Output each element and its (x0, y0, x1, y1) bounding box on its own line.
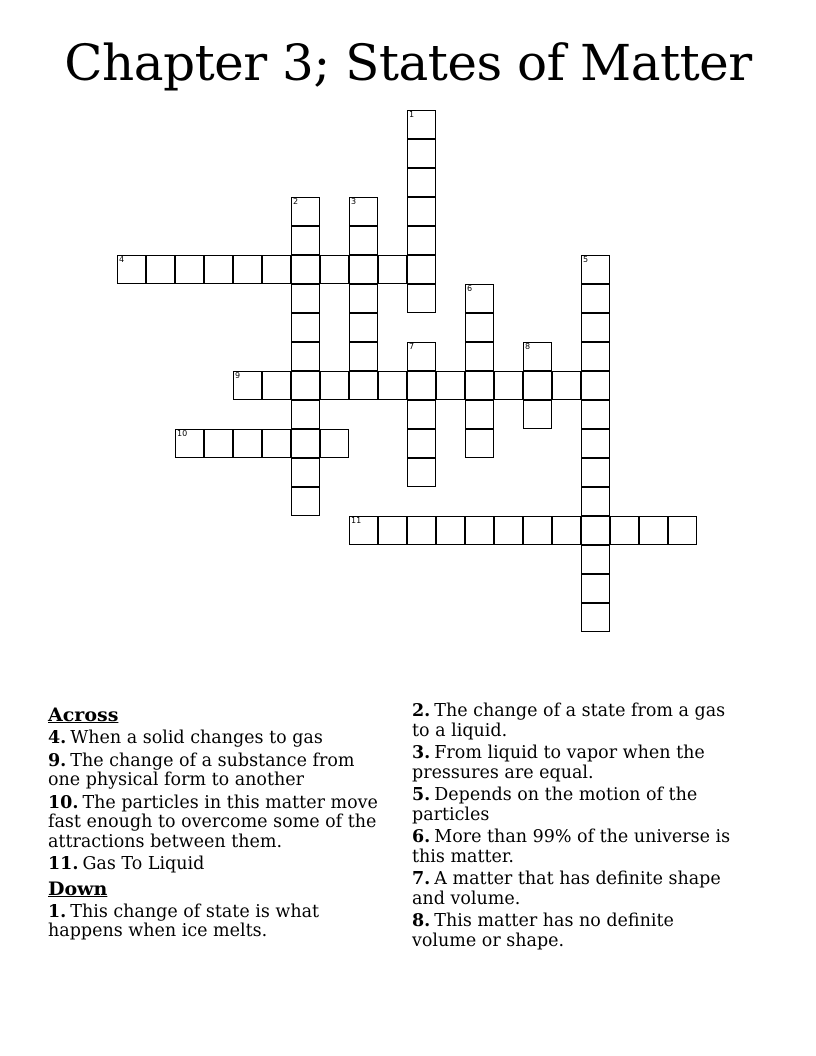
grid-cell[interactable] (233, 429, 262, 458)
clue-item (48, 752, 388, 791)
grid-cell[interactable] (291, 313, 320, 342)
grid-cell[interactable] (407, 400, 436, 429)
grid-cell[interactable] (610, 516, 639, 545)
grid-cell[interactable] (581, 342, 610, 371)
clue-number: 5. (412, 785, 431, 805)
grid-cell[interactable] (465, 400, 494, 429)
grid-cell[interactable] (581, 429, 610, 458)
clue-number-label: 9 (235, 371, 241, 380)
clue-number: 11. (48, 854, 79, 874)
clue-number: 4. (48, 728, 67, 748)
grid-cell[interactable] (407, 516, 436, 545)
grid-cell[interactable] (465, 371, 494, 400)
clue-number-label: 2 (293, 197, 299, 206)
grid-cell[interactable] (291, 429, 320, 458)
clue-number-label: 6 (467, 284, 473, 293)
grid-cell[interactable] (233, 255, 262, 284)
clue-number: 2. (412, 701, 431, 721)
grid-cell[interactable] (378, 516, 407, 545)
grid-cell[interactable] (146, 255, 175, 284)
clue-text: This change of state is what happens when ice melts. (48, 901, 320, 941)
page-title: Chapter 3; States of Matter (64, 34, 752, 92)
grid-cell[interactable] (407, 429, 436, 458)
clue-item (412, 744, 742, 783)
grid-cell[interactable] (523, 342, 552, 371)
grid-cell[interactable] (581, 371, 610, 400)
grid-cell[interactable] (407, 168, 436, 197)
clue-number-label: 11 (351, 516, 362, 525)
clue-text: Depends on the motion of the particles (412, 785, 698, 825)
grid-cell[interactable] (494, 371, 523, 400)
grid-cell[interactable] (349, 197, 378, 226)
grid-cell[interactable] (233, 371, 262, 400)
grid-cell[interactable] (523, 371, 552, 400)
clue-number: 6. (412, 827, 431, 847)
clue-text: The change of a state from a gas to a liquid. (412, 701, 726, 741)
grid-cell[interactable] (552, 516, 581, 545)
grid-cell[interactable] (349, 342, 378, 371)
clue-number: 7. (412, 869, 431, 889)
clue-text: Gas To Liquid (82, 854, 205, 874)
clue-item (48, 794, 388, 853)
grid-cell[interactable] (291, 400, 320, 429)
down-heading: Down (48, 877, 108, 900)
grid-cell[interactable] (436, 371, 465, 400)
grid-cell[interactable] (378, 255, 407, 284)
grid-cell[interactable] (465, 516, 494, 545)
grid-cell[interactable] (349, 226, 378, 255)
grid-cell[interactable] (581, 487, 610, 516)
grid-cell[interactable] (378, 371, 407, 400)
grid-cell[interactable] (349, 284, 378, 313)
clue-item (412, 828, 742, 867)
clue-text: The change of a substance from one physical form to another (48, 750, 355, 790)
grid-cell[interactable] (349, 313, 378, 342)
grid-cell[interactable] (407, 284, 436, 313)
grid-cell[interactable] (117, 255, 146, 284)
grid-cell[interactable] (349, 516, 378, 545)
grid-cell[interactable] (291, 197, 320, 226)
grid-cell[interactable] (320, 255, 349, 284)
grid-cell[interactable] (291, 371, 320, 400)
grid-cell[interactable] (291, 458, 320, 487)
grid-cell[interactable] (523, 400, 552, 429)
down-clue-list-continued (412, 702, 742, 951)
grid-cell[interactable] (581, 545, 610, 574)
clue-text: A matter that has definite shape and volume. (412, 869, 721, 909)
grid-cell[interactable] (407, 110, 436, 139)
clues-left-column (48, 702, 388, 945)
clue-number: 10. (48, 792, 79, 813)
grid-cell[interactable] (407, 458, 436, 487)
grid-cell[interactable] (581, 603, 610, 632)
clue-item (48, 903, 388, 942)
clue-number-label: 1 (409, 110, 415, 119)
clue-text: When a solid changes to gas (70, 728, 323, 748)
grid-cell[interactable] (552, 371, 581, 400)
grid-cell[interactable] (523, 516, 552, 545)
clue-item (412, 870, 742, 909)
clue-item (48, 855, 388, 875)
grid-cell[interactable] (291, 342, 320, 371)
clue-number-label: 4 (119, 255, 125, 264)
grid-cell[interactable] (465, 284, 494, 313)
grid-cell[interactable] (581, 458, 610, 487)
clue-number-label: 7 (409, 342, 415, 351)
clue-item (412, 786, 742, 825)
grid-cell[interactable] (581, 313, 610, 342)
grid-cell[interactable] (291, 487, 320, 516)
clue-number-label: 8 (525, 342, 531, 351)
grid-cell[interactable] (175, 429, 204, 458)
grid-cell[interactable] (204, 429, 233, 458)
grid-cell[interactable] (291, 284, 320, 313)
clue-number-label: 10 (177, 429, 188, 438)
grid-cell[interactable] (407, 139, 436, 168)
grid-cell[interactable] (407, 255, 436, 284)
grid-cell[interactable] (581, 255, 610, 284)
clue-text: More than 99% of the universe is this matter. (412, 827, 731, 867)
clue-item (412, 912, 742, 951)
grid-cell[interactable] (320, 371, 349, 400)
clue-text: From liquid to vapor when the pressures are equal. (412, 743, 705, 783)
clue-number-label: 5 (583, 255, 589, 264)
grid-cell[interactable] (291, 226, 320, 255)
grid-cell[interactable] (320, 429, 349, 458)
grid-cell[interactable] (494, 516, 523, 545)
down-clue-list (48, 903, 388, 942)
grid-cell[interactable] (407, 197, 436, 226)
grid-cell[interactable] (436, 516, 465, 545)
clue-item (48, 729, 388, 749)
grid-cell[interactable] (291, 255, 320, 284)
grid-cell[interactable] (668, 516, 697, 545)
grid-cell[interactable] (639, 516, 668, 545)
grid-cell[interactable] (262, 371, 291, 400)
grid-cell[interactable] (175, 255, 204, 284)
across-heading: Across (48, 704, 119, 726)
clue-number: 1. (48, 901, 67, 922)
grid-cell[interactable] (407, 342, 436, 371)
grid-cell[interactable] (204, 255, 233, 284)
grid-cell[interactable] (581, 284, 610, 313)
across-clue-list (48, 729, 388, 875)
grid-cell[interactable] (262, 255, 291, 284)
grid-cell[interactable] (581, 574, 610, 603)
clues-right-column (412, 702, 742, 954)
grid-cell[interactable] (465, 429, 494, 458)
clue-number: 8. (412, 911, 431, 931)
grid-cell[interactable] (581, 516, 610, 545)
clue-number-label: 3 (351, 197, 357, 206)
clue-item (412, 702, 742, 741)
grid-cell[interactable] (465, 313, 494, 342)
grid-cell[interactable] (407, 226, 436, 255)
clue-number: 9. (48, 750, 67, 771)
grid-cell[interactable] (581, 400, 610, 429)
clue-text: The particles in this matter move fast enough to overcome some of the attractions between them. (48, 792, 378, 852)
grid-cell[interactable] (465, 342, 494, 371)
grid-cell[interactable] (349, 371, 378, 400)
grid-cell[interactable] (407, 371, 436, 400)
clue-text: This matter has no definite volume or shape. (412, 911, 674, 951)
clue-number: 3. (412, 743, 431, 763)
grid-cell[interactable] (262, 429, 291, 458)
grid-cell[interactable] (349, 255, 378, 284)
